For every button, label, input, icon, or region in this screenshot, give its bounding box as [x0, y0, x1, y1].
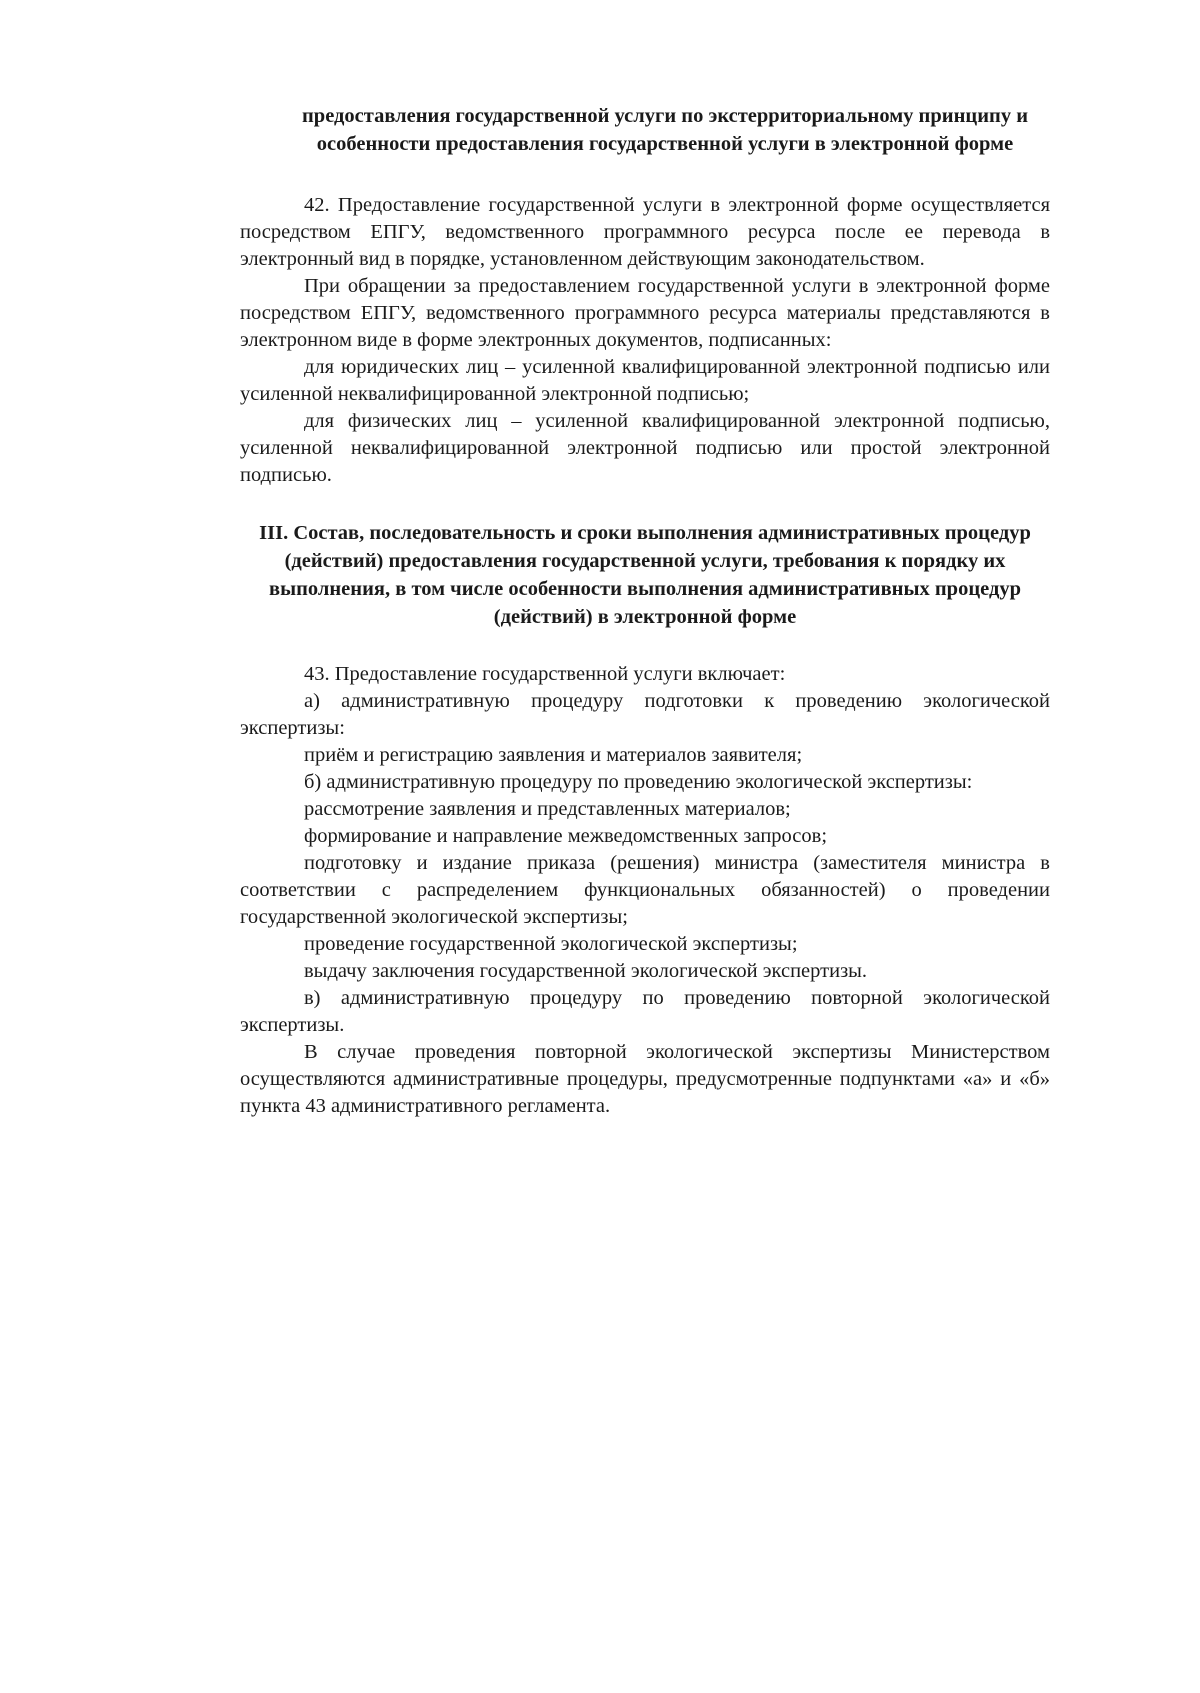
paragraph-43-5: рассмотрение заявления и представленных материалов;	[304, 798, 791, 820]
paragraph-43-8: проведение государственной экологической экспертизы;	[304, 933, 798, 955]
paragraph-42-3: для юридических лиц – усиленной квалифицированной электронной подписью или усиленной неквалифицированной электронной подписью;	[240, 356, 1050, 405]
paragraph-43-2: а) административную процедуру подготовки к проведению экологической экспертизы:	[240, 690, 1050, 739]
paragraph-42-1: 42. Предоставление государственной услуги в электронной форме осуществляется посредством ЕПГУ, ведомственного программного ресурса после ее перевода в электронный вид в порядке, установленном действующим законодательством.	[240, 194, 1050, 270]
paragraph-42-4: для физических лиц – усиленной квалифицированной электронной подписью, усиленной неквалифицированной электронной подписью или простой электронной подписью.	[240, 410, 1050, 486]
paragraph-43-11: В случае проведения повторной экологической экспертизы Министерством осуществляются административные процедуры, предусмотренные подпунктами «а» и «б» пункта 43 административного регламента.	[240, 1041, 1050, 1117]
paragraph-42-2: При обращении за предоставлением государственной услуги в электронной форме посредством ЕПГУ, ведомственного программного ресурса материалы представляются в электронном виде в форме электронных документов, подписанных:	[240, 275, 1050, 351]
paragraph-43-6: формирование и направление межведомственных запросов;	[304, 825, 828, 847]
section-heading-iii: III. Состав, последовательность и сроки выполнения административных процедур (действий) предоставления государственной услуги, требования к порядку их выполнения, в том числе особенности выполнения административных процедур (действий) в электронной форме	[259, 522, 1031, 628]
section-42	[240, 192, 1050, 489]
section-heading-electronic-form: предоставления государственной услуги по экстерриториальному принципу и особенности предоставления государственной услуги в электронной форме	[301, 105, 1029, 155]
paragraph-43-4: б) административную процедуру по проведению экологической экспертизы:	[304, 771, 973, 793]
paragraph-43-7: подготовку и издание приказа (решения) министра (заместителя министра в соответствии с распределением функциональных обязанностей) о проведении государственной экологической экспертизы;	[240, 852, 1050, 928]
paragraph-43-3: приём и регистрацию заявления и материалов заявителя;	[304, 744, 803, 766]
paragraph-43-9: выдачу заключения государственной экологической экспертизы.	[304, 960, 868, 982]
paragraph-43-1: 43. Предоставление государственной услуги включает:	[304, 663, 786, 685]
section-43	[240, 661, 1050, 1120]
document-body	[240, 102, 1050, 1120]
paragraph-43-10: в) административную процедуру по проведению повторной экологической экспертизы.	[240, 987, 1050, 1036]
